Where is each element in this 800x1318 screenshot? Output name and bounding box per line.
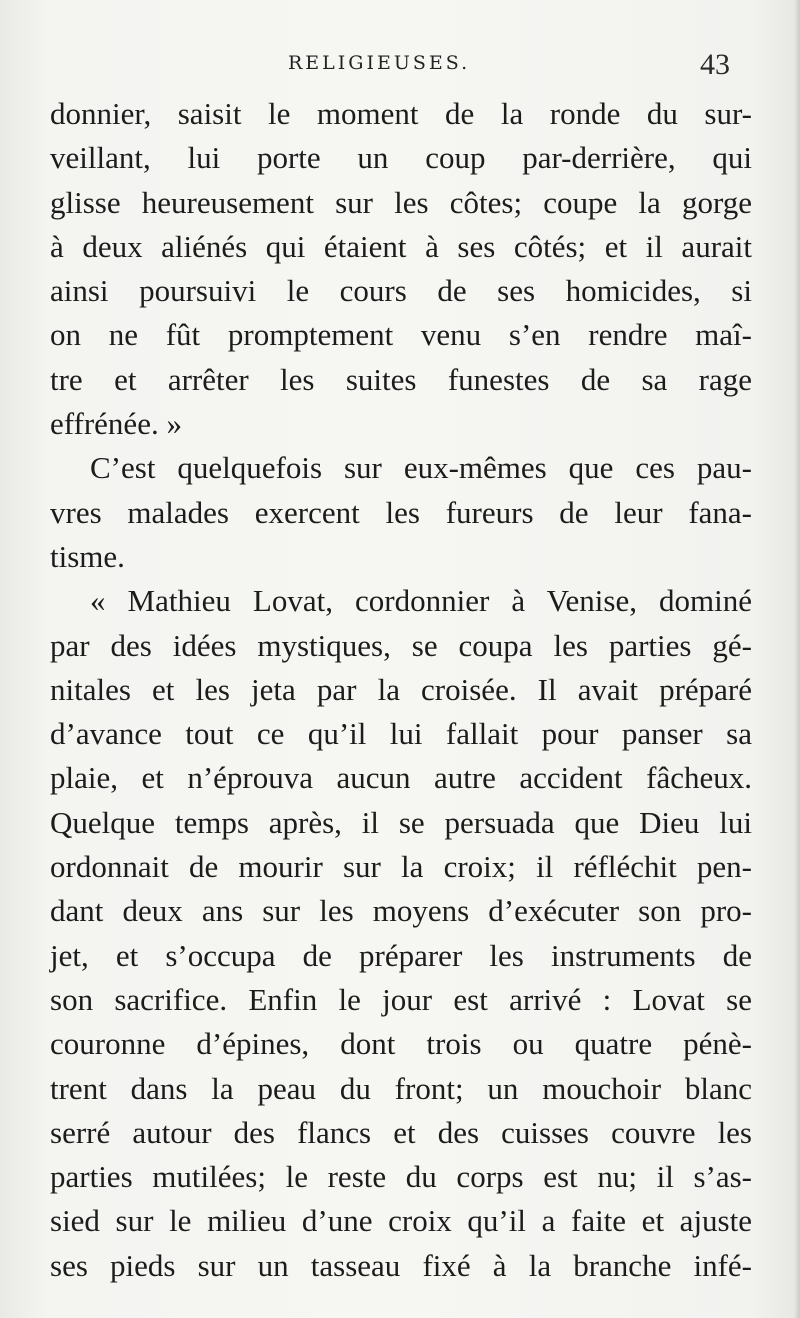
text-line: sied sur le milieu d’une croix qu’il a faite et ajuste — [50, 1203, 752, 1239]
text-line: couronne d’épines, dont trois ou quatre pénè- — [50, 1026, 752, 1062]
text-line: C’est quelquefois sur eux-mêmes que ces pau- — [90, 450, 752, 486]
text-line: trent dans la peau du front; un mouchoir blanc — [50, 1070, 752, 1106]
text-line: vres malades exercent les fureurs de leur fana- — [50, 494, 752, 530]
text-line: tisme. — [50, 538, 125, 574]
text-line: d’avance tout ce qu’il lui fallait pour panser sa — [50, 716, 752, 752]
text-line: veillant, lui porte un coup par-derrière, qui — [50, 140, 752, 176]
page-edge-shadow — [794, 0, 800, 1318]
text-line: ainsi poursuivi le cours de ses homicides, si — [50, 273, 752, 309]
text-line: son sacrifice. Enfin le jour est arrivé : Lovat se — [50, 981, 752, 1017]
body-text — [50, 92, 752, 1288]
text-line: parties mutilées; le reste du corps est nu; il s’as- — [50, 1159, 752, 1195]
running-head — [0, 48, 800, 82]
text-line: à deux aliénés qui étaient à ses côtés; et il aurait — [50, 228, 752, 264]
text-line: tre et arrêter les suites funestes de sa rage — [50, 361, 752, 397]
text-line: donnier, saisit le moment de la ronde du sur- — [50, 96, 752, 131]
text-line: « Mathieu Lovat, cordonnier à Venise, dominé — [90, 583, 752, 619]
text-line: par des idées mystiques, se coupa les parties gé- — [50, 627, 752, 663]
text-line: Quelque temps après, il se persuada que Dieu lui — [50, 804, 752, 840]
text-line: serré autour des flancs et des cuisses couvre les — [50, 1114, 752, 1150]
text-line: on ne fût promptement venu s’en rendre maî- — [50, 317, 752, 353]
text-line: effrénée. » — [50, 406, 182, 442]
text-line: glisse heureusement sur les côtes; coupe la gorge — [50, 184, 752, 220]
text-line: plaie, et n’éprouva aucun autre accident fâcheux. — [50, 760, 752, 796]
running-title: RELIGIEUSES. — [288, 52, 471, 74]
text-line: dant deux ans sur les moyens d’exécuter son pro- — [50, 893, 752, 929]
text-line: jet, et s’occupa de préparer les instruments de — [50, 937, 752, 973]
page-number: 43 — [700, 48, 730, 81]
text-line: nitales et les jeta par la croisée. Il avait préparé — [50, 671, 752, 707]
text-line: ses pieds sur un tasseau fixé à la branche infé- — [50, 1247, 752, 1283]
text-line: ordonnait de mourir sur la croix; il réfléchit pen- — [50, 849, 752, 885]
